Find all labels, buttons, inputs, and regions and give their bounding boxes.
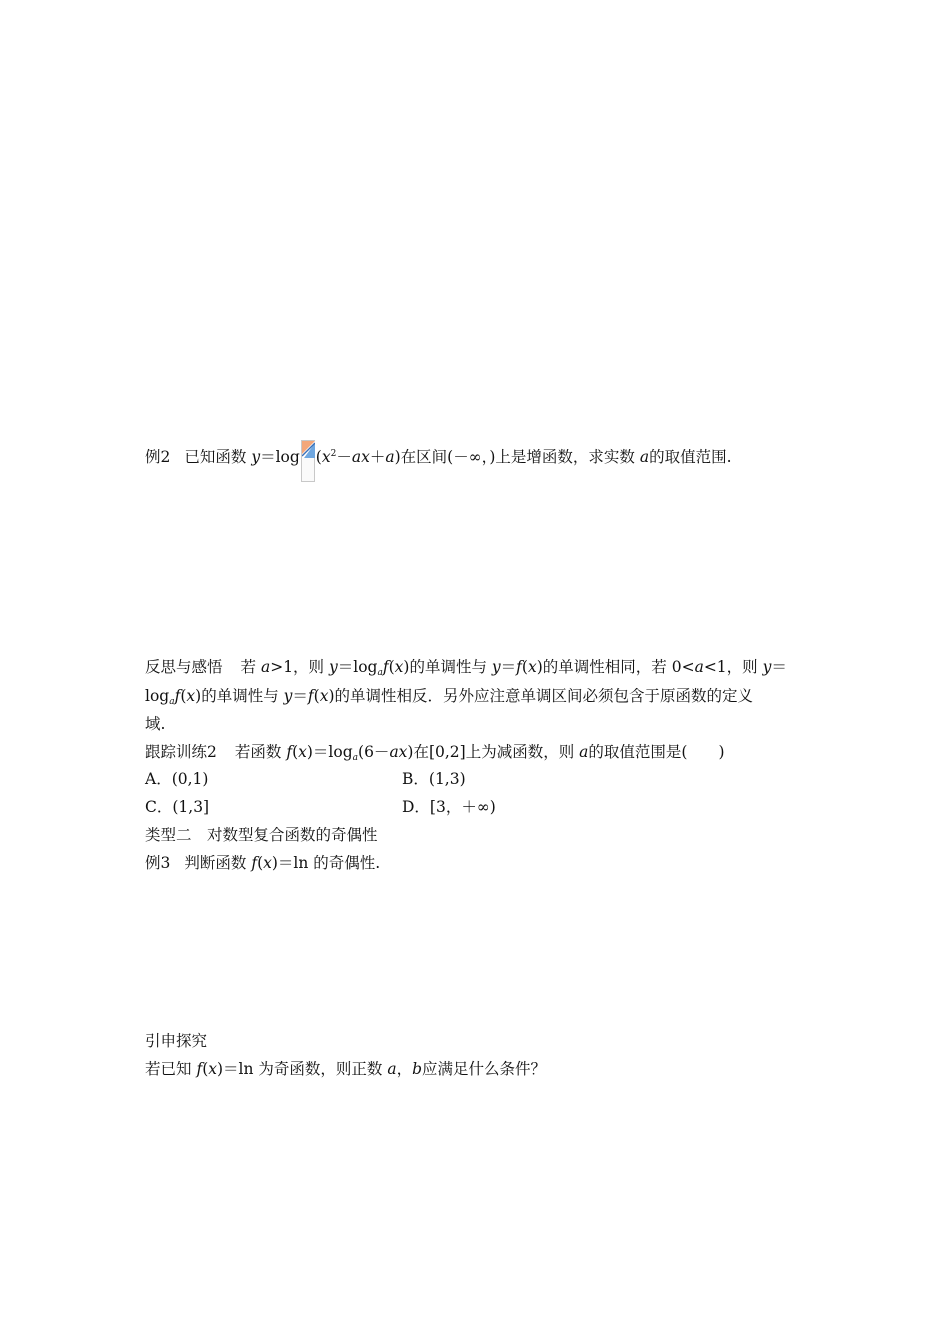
option-a: A．(0,1) (145, 770, 209, 788)
option-c: C．(1,3] (145, 798, 210, 816)
type-2-heading: 类型二 对数型复合函数的奇偶性 (145, 826, 378, 844)
option-d: D．[3，＋∞) (402, 798, 496, 816)
example-2: 例2 已知函数 y＝log $(x^2-ax+a)$在区间(－∞，)上是增函数，求实数 a的取值范围. (145, 440, 732, 482)
extension-heading: 引申探究 (145, 1032, 208, 1050)
reflection-line-2: $\log_af(x)$的单调性与 y＝f(x)的单调性相反．另外应注意单调区间必须包含于原函数的定义 (145, 687, 754, 707)
option-b: B．(1,3) (402, 770, 466, 788)
example-3-label: 例3 (145, 854, 171, 872)
broken-image-icon (301, 440, 315, 482)
example-2-label: 例2 (145, 448, 171, 466)
reflection-line-1: 反思与感悟 若 a>1，则 $y=\log_af(x)$的单调性与 y＝f(x)的单调性相同，若 0<a<1，则 y＝ (145, 658, 787, 678)
practice-2-label: 跟踪训练2 (145, 743, 217, 761)
reflection-line-3: 域. (145, 715, 166, 733)
reflection-label: 反思与感悟 (145, 658, 223, 676)
practice-2: 跟踪训练2 若函数 $f(x)=\log_a(6-ax)$在[0,2]上为减函数，则 a的取值范围是( ) (145, 743, 725, 763)
extension-question: 若已知 f(x)＝ln 为奇函数，则正数 a，b应满足什么条件？ (145, 1060, 547, 1078)
example-3: 例3 判断函数 f(x)＝ln 的奇偶性. (145, 854, 381, 872)
